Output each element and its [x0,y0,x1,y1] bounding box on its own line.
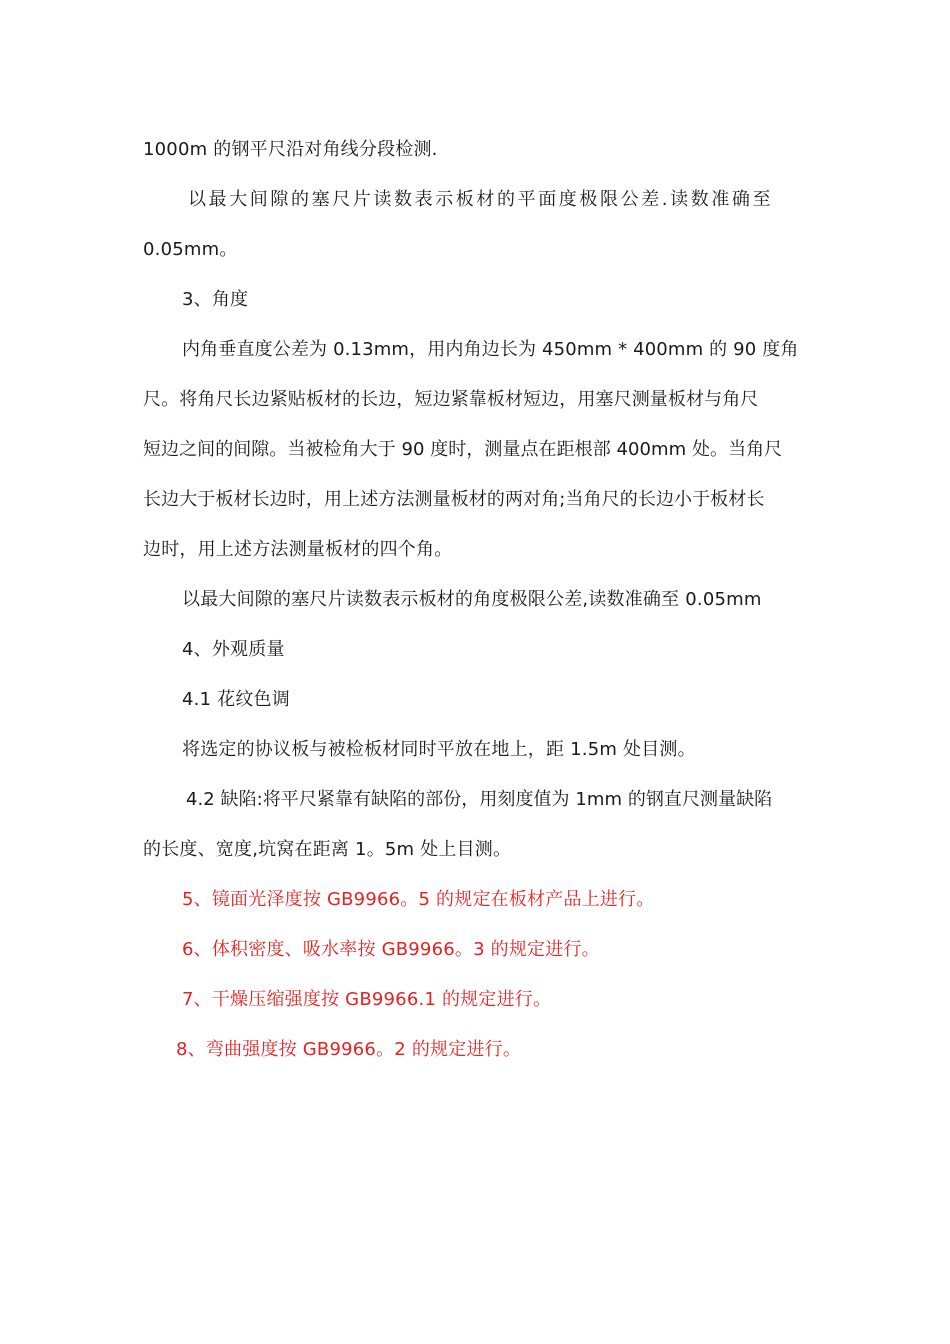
text-line-3: 0.05mm。 [143,239,238,260]
text-line-14: 4.2 缺陷:将平尺紧靠有缺陷的部份，用刻度值为 1mm 的钢直尺测量缺陷 [186,789,773,810]
text-line-7: 短边之间的间隙。当被检角大于 90 度时，测量点在距根部 400mm 处。当角尺 [143,439,783,460]
text-line-9: 边时，用上述方法测量板材的四个角。 [143,539,453,560]
text-line-2 [188,188,804,212]
text-line-13: 将选定的协议板与被检板材同时平放在地上，距 1.5m 处目测。 [182,739,696,760]
red-item-8: 8、弯曲强度按 GB9966。2 的规定进行。 [176,1039,522,1060]
text-line-5: 内角垂直度公差为 0.13mm，用内角边长为 450mm * 400mm 的 90 度角 [182,339,799,360]
text-line-6: 尺。将角尺长边紧贴板材的长边，短边紧靠板材短边，用塞尺测量板材与角尺 [143,389,759,410]
red-item-5: 5、镜面光泽度按 GB9966。5 的规定在板材产品上进行。 [182,889,655,910]
text-line-10: 以最大间隙的塞尺片读数表示板材的角度极限公差,读数准确至 0.05mm [182,589,762,610]
text-line-1: 1000m 的钢平尺沿对角线分段检测. [143,139,438,160]
section-heading-angle: 3、角度 [182,289,249,310]
text-line-8: 长边大于板材长边时，用上述方法测量板材的两对角;当角尺的长边小于板材长 [143,489,765,510]
section-heading-appearance: 4、外观质量 [182,639,285,660]
red-item-7: 7、干燥压缩强度按 GB9966.1 的规定进行。 [182,989,552,1010]
text-line-15: 的长度、宽度,坑窝在距离 1。5m 处上目测。 [143,839,512,860]
subsection-heading-pattern: 4.1 花纹色调 [182,689,290,710]
red-item-6: 6、体积密度、吸水率按 GB9966。3 的规定进行。 [182,939,600,960]
text-line-2-content: 以最大间隙的塞尺片读数表示板材的平面度极限公差.读数准确至 [188,189,774,210]
